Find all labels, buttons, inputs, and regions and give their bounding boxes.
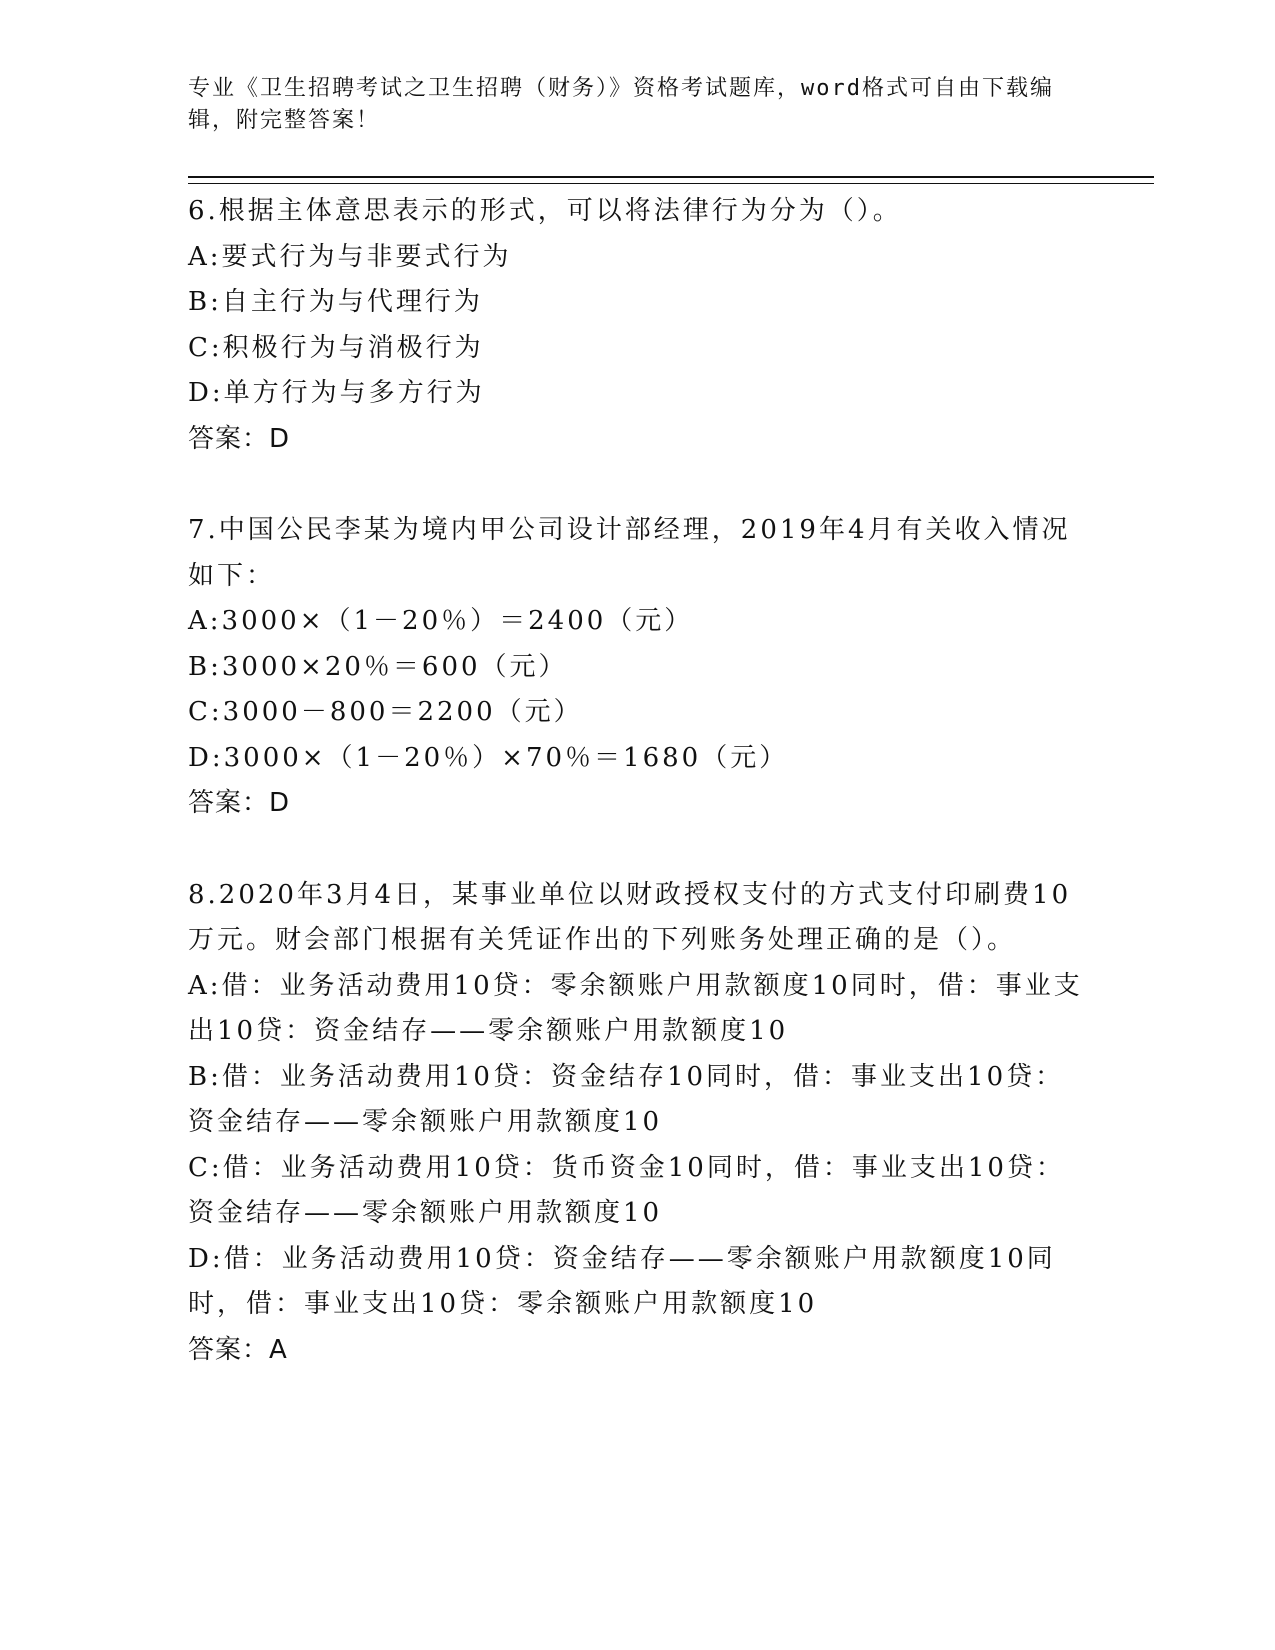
option-d: D:3000×（1－20％）×70％＝1680（元） bbox=[188, 742, 789, 773]
question-stem: 6.根据主体意思表示的形式，可以将法律行为分为（）。 bbox=[188, 196, 902, 226]
option-a: A:借：业务活动费用10贷：零余额账户用款额度10同时，借：事业支出10贷：资金结存——零余额账户用款额度10 bbox=[188, 970, 1083, 1046]
option-b: B:3000×20％＝600（元） bbox=[188, 651, 568, 682]
question-stem: 7.中国公民李某为境内甲公司设计部经理，2019年4月有关收入情况如下： bbox=[188, 515, 1071, 591]
question-7 bbox=[188, 508, 1088, 827]
option-b: B:借：业务活动费用10贷：资金结存10同时，借：事业支出10贷：资金结存——零余额账户用款额度10 bbox=[188, 1061, 1065, 1137]
option-c: C:3000－800＝2200（元） bbox=[188, 697, 583, 727]
question-6 bbox=[188, 189, 1088, 462]
option-b: B:自主行为与代理行为 bbox=[188, 287, 483, 317]
page-header bbox=[188, 73, 1088, 137]
header-divider-thick bbox=[188, 176, 1154, 178]
option-d: D:借：业务活动费用10贷：资金结存——零余额账户用款额度10同时，借：事业支出10贷：零余额账户用款额度10 bbox=[188, 1243, 1056, 1319]
option-c: C:积极行为与消极行为 bbox=[188, 332, 484, 363]
question-list bbox=[188, 189, 1088, 1419]
header-divider-thin bbox=[188, 183, 1154, 184]
question-stem: 8.2020年3月4日，某事业单位以财政授权支付的方式支付印刷费10万元。财会部门根据有关凭证作出的下列账务处理正确的是（）。 bbox=[188, 879, 1072, 955]
answer-label: 答案：D bbox=[188, 788, 291, 818]
option-a: A:3000×（1－20％）＝2400（元） bbox=[188, 606, 694, 636]
answer-label: 答案：A bbox=[188, 1334, 288, 1365]
header-text: 专业《卫生招聘考试之卫生招聘（财务）》资格考试题库，word格式可自由下载编辑，附完整答案！ bbox=[188, 76, 1054, 133]
question-8 bbox=[188, 873, 1088, 1374]
option-c: C:借：业务活动费用10贷：货币资金10同时，借：事业支出10贷：资金结存——零余额账户用款额度10 bbox=[188, 1152, 1065, 1228]
option-a: A:要式行为与非要式行为 bbox=[188, 241, 512, 272]
option-d: D:单方行为与多方行为 bbox=[188, 378, 485, 408]
answer-label: 答案：D bbox=[188, 423, 291, 454]
